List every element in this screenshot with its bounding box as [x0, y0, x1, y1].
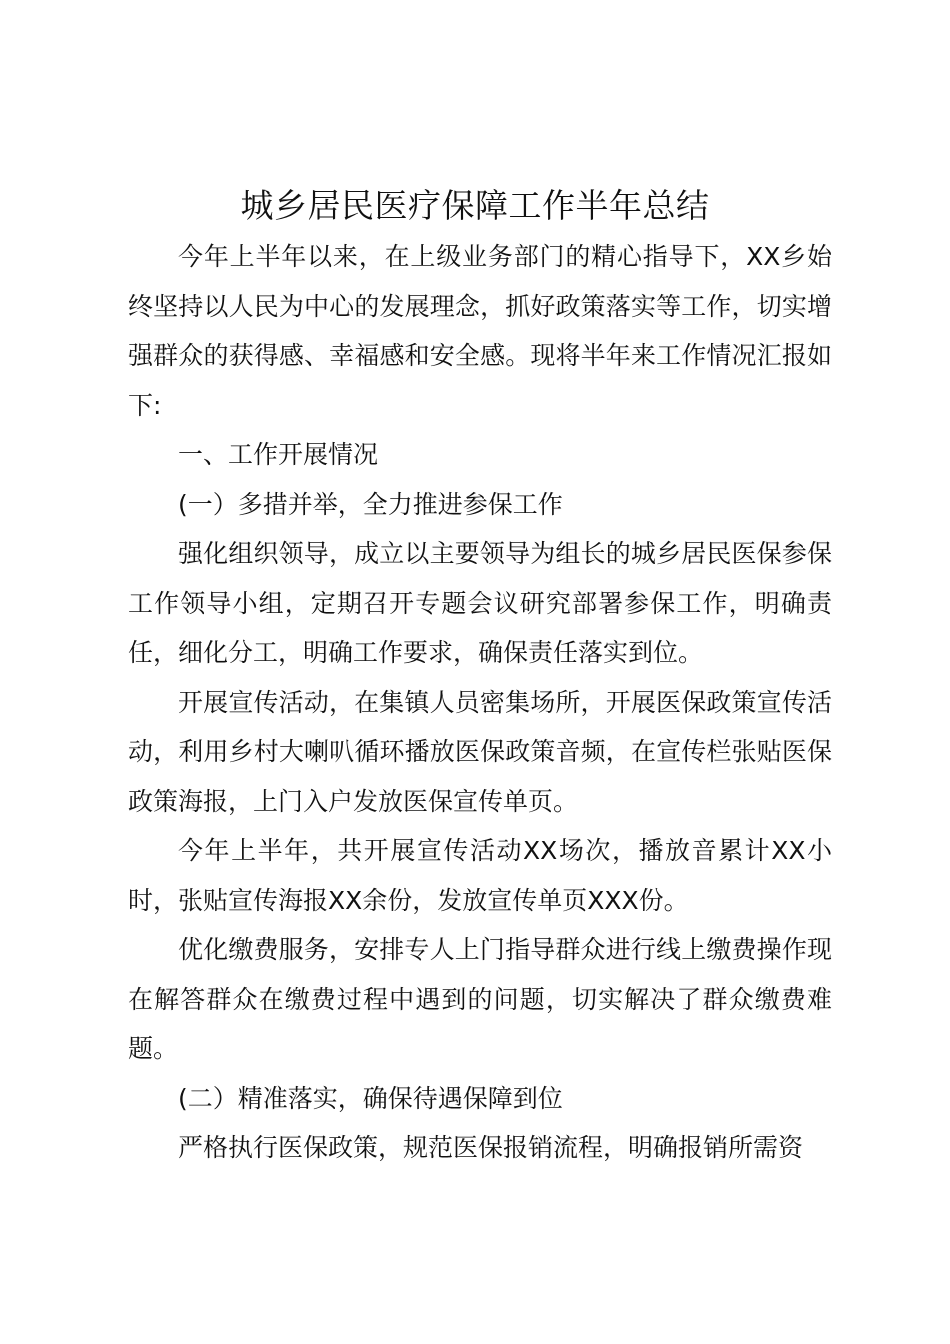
paragraph-publicity: 开展宣传活动，在集镇人员密集场所，开展医保政策宣传活动，利用乡村大喇叭循环播放医保政策音频，在宣传栏张贴医保政策海报，上门入户发放医保宣传单页。 — [128, 687, 832, 816]
subsection-heading-2: (二）精准落实，确保待遇保障到位 — [178, 1083, 563, 1113]
paragraph-payment-service: 优化缴费服务，安排专人上门指导群众进行线上缴费操作现在解答群众在缴费过程中遇到的问题，切实解决了群众缴费难题。 — [128, 935, 832, 1063]
paragraph-policy: 严格执行医保政策，规范医保报销流程，明确报销所需资 — [178, 1133, 804, 1162]
subsection-heading-1: (一）多措并举，全力推进参保工作 — [178, 489, 563, 519]
document-body — [128, 232, 832, 1173]
paragraph-intro: 今年上半年以来，在上级业务部门的精心指导下，XX乡始终坚持以人民为中心的发展理念，抓好政策落实等工作，切实增强群众的获得感、幸福感和安全感。现将半年来工作情况汇报如下: — [128, 242, 832, 420]
section-heading-work-status: 一、工作开展情况 — [178, 440, 379, 469]
paragraph-statistics: 今年上半年，共开展宣传活动XX场次，播放音累计XX小时，张贴宣传海报XX余份，发放宣传单页XXX份。 — [128, 836, 832, 915]
document-title: 城乡居民医疗保障工作半年总结 — [240, 186, 710, 225]
paragraph-organization: 强化组织领导，成立以主要领导为组长的城乡居民医保参保工作领导小组，定期召开专题会议研究部署参保工作，明确责任，细化分工，明确工作要求，确保责任落实到位。 — [128, 539, 832, 667]
